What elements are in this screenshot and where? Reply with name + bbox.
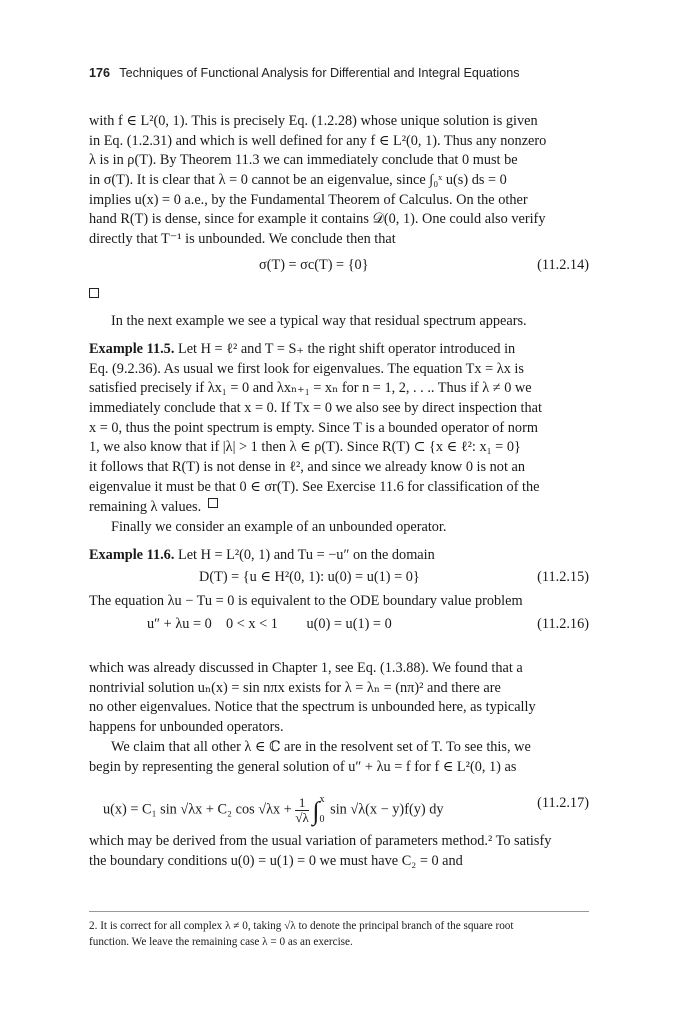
running-header bbox=[89, 66, 520, 80]
text-line: nontrivial solution uₙ(x) = sin nπx exists for λ = λₙ = (nπ)² and there are bbox=[89, 679, 501, 696]
footnote-line: 2. It is correct for all complex λ ≠ 0, taking √λ to denote the principal branch of the square root bbox=[89, 920, 514, 932]
text-line: The equation λu − Tu = 0 is equivalent to the ODE boundary value problem bbox=[89, 592, 523, 609]
text-line: begin by representing the general solution of u″ + λu = f for f ∈ L²(0, 1) as bbox=[89, 758, 517, 775]
text-line: λ is in ρ(T). By Theorem 11.3 we can immediately conclude that 0 must be bbox=[89, 152, 518, 169]
equation-11-2-14 bbox=[89, 256, 589, 280]
paragraph-5 bbox=[89, 659, 589, 738]
example-11-5 bbox=[89, 340, 589, 517]
example-text: Let H = ℓ² and T = S₊ the right shift operator introduced in bbox=[177, 341, 516, 357]
page-number: 176 bbox=[89, 66, 111, 80]
text-line: We claim that all other λ ∈ ℂ are in the resolvent set of T. To see this, we bbox=[111, 739, 531, 755]
text-line: hand R(T) is dense, since for example it contains 𝒟(0, 1). One could also verify bbox=[89, 211, 546, 228]
fraction bbox=[295, 796, 308, 825]
text-line: the boundary conditions u(0) = u(1) = 0 we must have C₂ = 0 and bbox=[89, 852, 463, 869]
running-title: Techniques of Functional Analysis for Differential and Integral Equations bbox=[119, 66, 520, 80]
paragraph-2 bbox=[89, 312, 589, 332]
equation-expression: u″ + λu = 0 0 < x < 1 u(0) = u(1) = 0 bbox=[147, 616, 392, 633]
text-line: in σ(T). It is clear that λ = 0 cannot be an eigenvalue, since ∫₀ˣ u(s) ds = 0 bbox=[89, 172, 507, 189]
qed-square-icon bbox=[208, 498, 218, 508]
text-line bbox=[89, 340, 589, 360]
equation-11-2-15 bbox=[89, 568, 589, 592]
qed-square-icon bbox=[89, 288, 99, 298]
equation-expression: σ(T) = σc(T) = {0} bbox=[259, 256, 369, 273]
equation-expression: D(T) = {u ∈ H²(0, 1): u(0) = u(1) = 0} bbox=[199, 568, 420, 585]
example-text: remaining λ values. bbox=[89, 498, 202, 515]
qed-row bbox=[89, 284, 589, 306]
text-line: happens for unbounded operators. bbox=[89, 719, 284, 736]
upper-limit: x bbox=[319, 794, 325, 805]
integral-sign: ∫ bbox=[312, 796, 320, 826]
text-line: 1, we also know that if |λ| > 1 then λ ∈ ρ(T). Since R(T) ⊂ {x ∈ ℓ²: x₁ = 0} bbox=[89, 439, 521, 456]
text-line: immediately conclude that x = 0. If Tx = 0 we also see by direct inspection that bbox=[89, 400, 542, 417]
integral-limits bbox=[320, 790, 325, 830]
paragraph-3 bbox=[89, 518, 589, 538]
equation-11-2-17 bbox=[89, 784, 589, 824]
example-label: Example 11.6. bbox=[89, 547, 175, 563]
text-line: directly that T⁻¹ is unbounded. We conclude then that bbox=[89, 231, 396, 248]
text-line bbox=[89, 546, 589, 566]
text-line: implies u(x) = 0 a.e., by the Fundamental Theorem of Calculus. On the other bbox=[89, 191, 528, 208]
equation-number: (11.2.17) bbox=[537, 795, 589, 811]
equation-number: (11.2.14) bbox=[537, 256, 589, 273]
lower-limit: 0 bbox=[319, 814, 325, 825]
text-line: it follows that R(T) is not dense in ℓ², and since we already know 0 is not an bbox=[89, 459, 525, 476]
text-line: satisfied precisely if λx₁ = 0 and λxₙ₊₁ = xₙ for n = 1, 2, . . .. Thus if λ ≠ 0 we bbox=[89, 380, 532, 397]
text-line: which may be derived from the usual variation of parameters method.² To satisfy bbox=[89, 833, 552, 849]
equation-expression bbox=[103, 790, 444, 830]
paragraph-7 bbox=[89, 832, 589, 871]
text-line: in Eq. (1.2.31) and which is well defined for any f ∈ L²(0, 1). Thus any nonzero bbox=[89, 132, 547, 149]
text-line bbox=[89, 498, 589, 518]
text-line: Eq. (9.2.36). As usual we first look for eigenvalues. The equation Tx = λx is bbox=[89, 360, 524, 377]
text-line: eigenvalue it must be that 0 ∈ σr(T). See Exercise 11.6 for classification of the bbox=[89, 478, 540, 495]
integrand: sin √λ(x − y)f(y) dy bbox=[330, 801, 444, 818]
text-line: In the next example we see a typical way that residual spectrum appears. bbox=[111, 313, 527, 329]
text-line: Finally we consider an example of an unbounded operator. bbox=[111, 519, 447, 535]
fraction-numerator: 1 bbox=[295, 796, 308, 811]
example-label: Example 11.5. bbox=[89, 341, 175, 357]
text-line: x = 0, thus the point spectrum is empty. Since T is a bounded operator of norm bbox=[89, 419, 538, 436]
example-text: Let H = L²(0, 1) and Tu = −u″ on the domain bbox=[177, 547, 435, 563]
paragraph-6 bbox=[89, 738, 589, 777]
text-line: which was already discussed in Chapter 1, see Eq. (1.3.88). We found that a bbox=[89, 660, 523, 676]
footnote bbox=[89, 918, 589, 950]
fraction-denominator: √λ bbox=[295, 809, 309, 825]
equation-number: (11.2.15) bbox=[537, 568, 589, 585]
equation-11-2-16 bbox=[89, 615, 589, 639]
example-11-6 bbox=[89, 546, 589, 639]
text-line: no other eigenvalues. Notice that the spectrum is unbounded here, as typically bbox=[89, 699, 536, 716]
text-line: with f ∈ L²(0, 1). This is precisely Eq. (1.2.28) whose unique solution is given bbox=[89, 113, 538, 129]
footnote-line: function. We leave the remaining case λ = 0 as an exercise. bbox=[89, 936, 353, 948]
equation-lhs: u(x) = C₁ sin √λx + C₂ cos √λx + bbox=[103, 801, 292, 818]
footnote-rule bbox=[89, 911, 589, 912]
paragraph-1 bbox=[89, 112, 589, 306]
equation-number: (11.2.16) bbox=[537, 616, 589, 633]
